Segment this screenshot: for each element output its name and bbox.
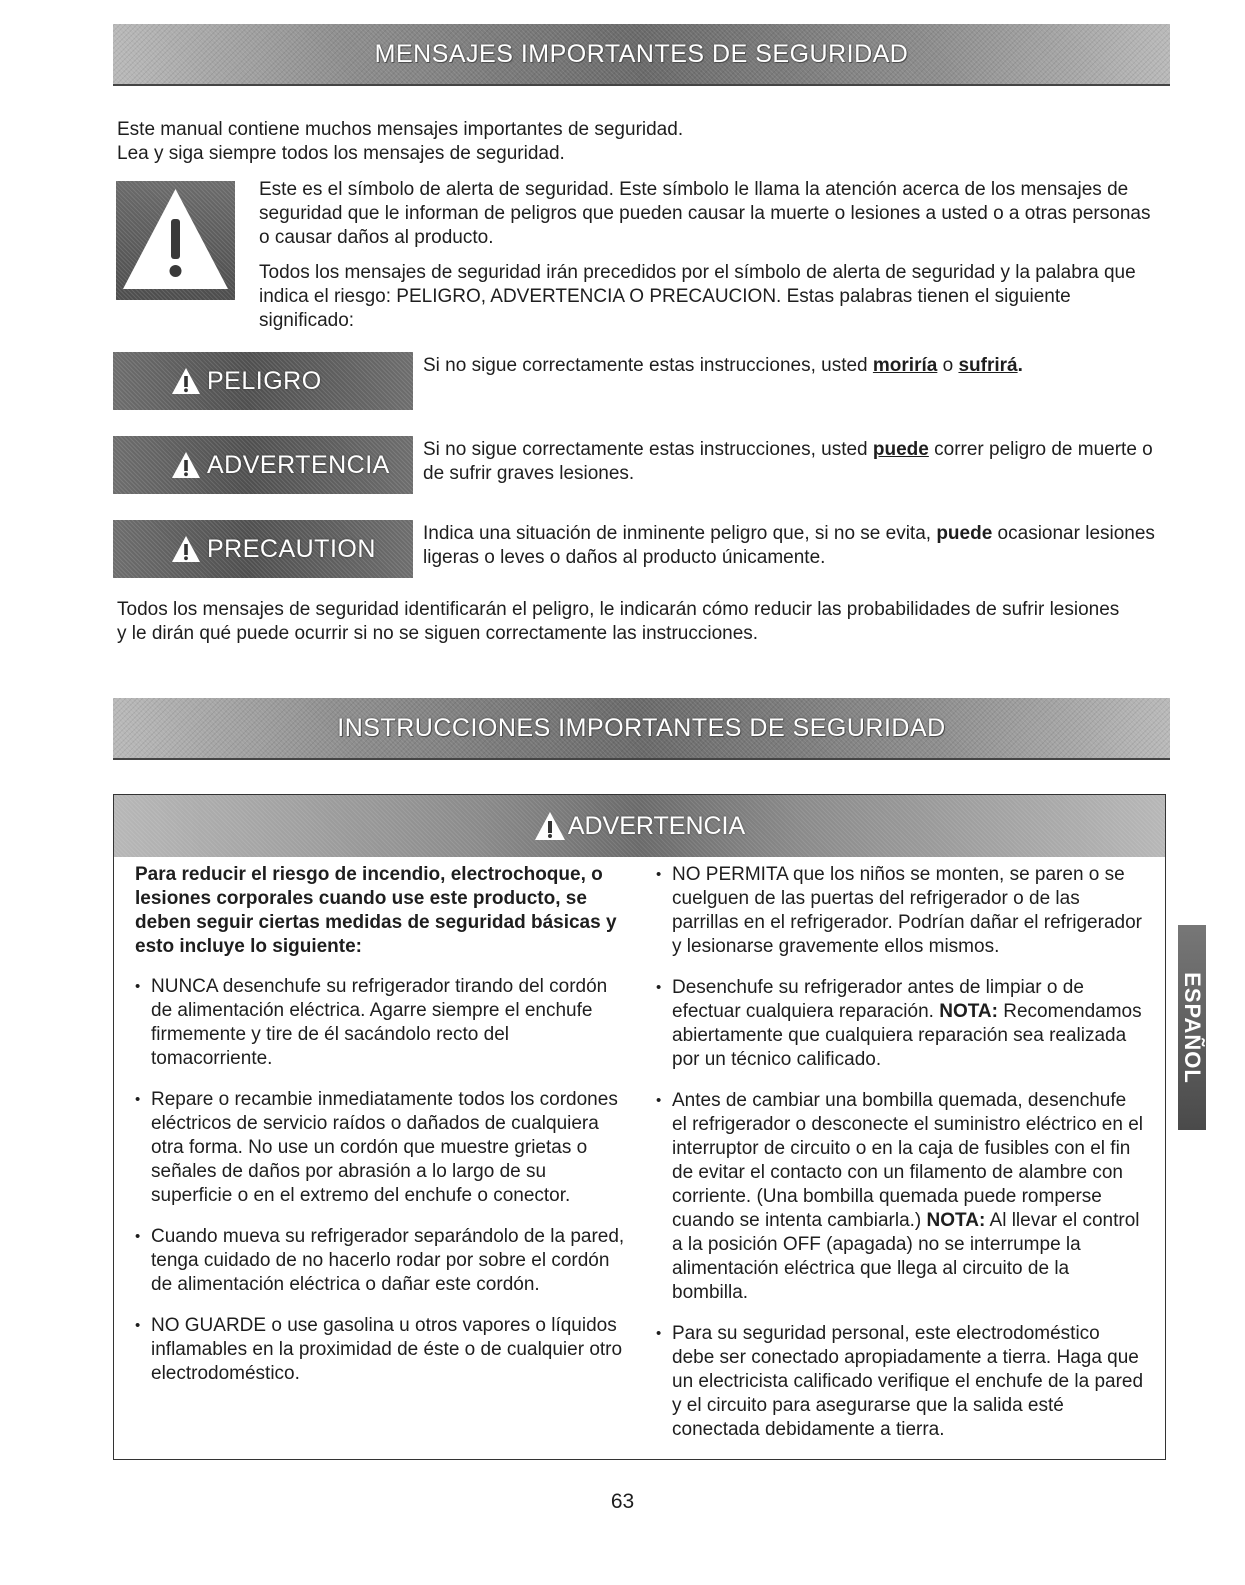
warning-triangle-icon: [116, 181, 235, 300]
summary-paragraph: Todos los mensajes de seguridad identificarán el peligro, le indicarán cómo reducir las probabilidades de sufrir lesiones y le dirán qué puede ocurrir si no se siguen correctamente las instrucciones.: [117, 599, 1120, 644]
intro-line-2: Lea y siga siempre todos los mensajes de seguridad.: [117, 143, 565, 164]
banner-title: INSTRUCCIONES IMPORTANTES DE SEGURIDAD: [337, 713, 946, 742]
safety-instructions-banner: [113, 698, 1170, 758]
precaution-description: Indica una situación de inminente peligro que, si no se evita, puede ocasionar lesiones ligeras o leves o daños al producto únicamente.: [423, 523, 1155, 568]
warning-box: [113, 794, 1166, 1460]
peligro-description: Si no sigue correctamente estas instrucciones, usted moriría o sufrirá.: [423, 355, 1023, 376]
warning-box-title: ADVERTENCIA: [567, 811, 746, 840]
list-item: • Para su seguridad personal, este electrodoméstico debe ser conectado apropiadamente a tierra. Haga que un electricista calificado verifique el enchufe de la pared y el circuito para asegurarse que la salida esté conectada debidamente a tierra.: [656, 1322, 1146, 1442]
list-item: • Desenchufe su refrigerador antes de limpiar o de efectuar cualquiera reparación. NOTA: Recomendamos abiertamente que cualquiera reparación sea realizada por un técnico calificado.: [656, 976, 1146, 1072]
warning-left-list: [135, 975, 627, 1386]
page-number: 63: [610, 1490, 635, 1513]
alert-symbol-signal-words: Todos los mensajes de seguridad irán precedidos por el símbolo de alerta de seguridad y la palabra que indica el riesgo: PELIGRO, ADVERTENCIA O PRECAUCION. Estas palabras tienen el siguiente significado:: [259, 262, 1136, 331]
list-item: • Cuando mueva su refrigerador separándolo de la pared, tenga cuidado de no hacerlo rodar por sobre el cordón de alimentación eléctrica o dañar este cordón.: [135, 1225, 627, 1297]
warning-triangle-icon: [171, 367, 201, 395]
signal-precaution: [113, 520, 413, 578]
intro-line-1: Este manual contiene muchos mensajes importantes de seguridad.: [117, 119, 684, 140]
advertencia-description: Si no sigue correctamente estas instrucciones, usted puede correr peligro de muerte o de sufrir graves lesiones.: [423, 439, 1153, 484]
safety-messages-banner: [113, 24, 1170, 84]
banner-rule: [113, 84, 1170, 86]
warning-triangle-icon: [171, 535, 201, 563]
list-item: • NUNCA desenchufe su refrigerador tirando del cordón de alimentación eléctrica. Agarre siempre el enchufe firmemente y tire de él sacándolo recto del tomacorriente.: [135, 975, 627, 1071]
warning-box-header: [114, 795, 1165, 857]
banner-title: MENSAJES IMPORTANTES DE SEGURIDAD: [374, 39, 909, 68]
warning-left-column: [135, 863, 627, 1403]
banner-rule: [113, 758, 1170, 760]
warning-triangle-icon: [534, 811, 566, 841]
list-item: • Antes de cambiar una bombilla quemada, desenchufe el refrigerador o desconecte el suministro eléctrico en el interruptor de circuito o en la caja de fusibles con el fin de evitar el contacto con un filamento de alambre con corriente. (Una bombilla quemada puede romperse cuando se intenta cambiarla.) NOTA: Al llevar el control a la posición OFF (apagada) no se interrumpe la alimentación eléctrica que llega al circuito de la bombilla.: [656, 1089, 1146, 1305]
signal-peligro: [113, 352, 413, 410]
signal-label: PRECAUTION: [207, 534, 376, 563]
alert-symbol-description: Este es el símbolo de alerta de seguridad. Este símbolo le llama la atención acerca de los mensajes de seguridad que le informan de peligros que pueden causar la muerte o lesiones a usted o a otras personas o causar daños al producto.: [259, 179, 1151, 248]
warning-intro: Para reducir el riesgo de incendio, electrochoque, o lesiones corporales cuando use este producto, se deben seguir ciertas medidas de seguridad básicas y esto incluye lo siguiente:: [135, 864, 617, 957]
warning-right-list: [656, 863, 1146, 1442]
side-tab-label: ESPAÑOL: [1180, 971, 1205, 1084]
warning-triangle-icon: [171, 451, 201, 479]
list-item: • NO PERMITA que los niños se monten, se paren o se cuelguen de las puertas del refrigerador o de las parrillas en el refrigerador. Podrían dañar el refrigerador y lesionarse gravemente ellos mismos.: [656, 863, 1146, 959]
warning-right-column: [656, 863, 1146, 1459]
list-item: • NO GUARDE o use gasolina u otros vapores o líquidos inflamables en la proximidad de éste o de cualquier otro electrodoméstico.: [135, 1314, 627, 1386]
signal-label: ADVERTENCIA: [207, 450, 390, 479]
safety-alert-symbol: [116, 181, 235, 300]
signal-advertencia: [113, 436, 413, 494]
language-side-tab: [1178, 925, 1206, 1130]
signal-label: PELIGRO: [207, 366, 322, 395]
list-item: • Repare o recambie inmediatamente todos los cordones eléctricos de servicio raídos o dañados de cualquiera otra forma. No use un cordón que muestre grietas o señales de daños por abrasión a lo largo de su superficie o en el extremo del enchufe o conector.: [135, 1088, 627, 1208]
